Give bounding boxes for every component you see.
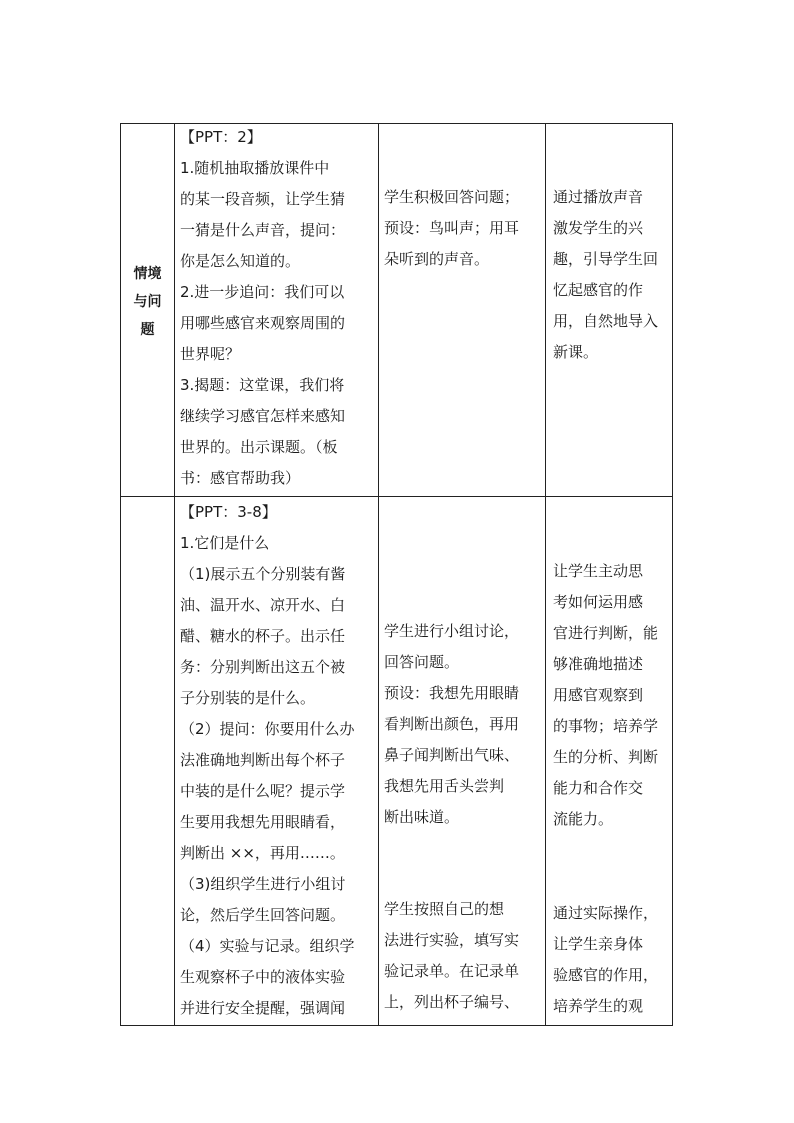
text-line: 用哪些感官来观察周围的 [180, 314, 346, 332]
text-line: （2）提问：你要用什么办 [180, 720, 355, 738]
text-line: 1.随机抽取播放课件中 [180, 159, 330, 177]
text-line: 中装的是什么呢？提示学 [180, 782, 346, 800]
text-line: 让学生主动思 [553, 562, 644, 580]
text-line: 一猜是什么声音，提问： [180, 221, 346, 239]
lesson-table [120, 123, 673, 1026]
text-line: 能力和合作交 [553, 779, 644, 797]
text-line: 1.它们是什么 [180, 534, 270, 552]
text-line: 书：感官帮助我） [180, 469, 301, 487]
text-line: 鼻子闻判断出气味、 [384, 746, 520, 764]
text-line: 的事物；培养学 [553, 717, 659, 735]
design-purpose-cell [553, 182, 673, 372]
text-line: 油、温开水、凉开水、白 [180, 596, 346, 614]
text-line: 忆起感官的作 [553, 281, 644, 299]
text-line: 上，列出杯子编号、 [384, 993, 520, 1011]
text-line: 通过实际操作， [553, 904, 659, 922]
text-line: 务：分别判断出这五个被 [180, 658, 346, 676]
text-line: 学生进行小组讨论， [384, 622, 520, 640]
text-line: 生的分析、判断 [553, 748, 659, 766]
text-line: 【PPT：2】 [180, 128, 262, 146]
text-line: 回答问题。 [384, 653, 460, 671]
text-line: 验记录单。在记录单 [384, 962, 520, 980]
design-purpose-cell [553, 556, 673, 841]
design-purpose-cell [553, 898, 673, 1026]
student-activity-cell [384, 894, 544, 1024]
text-line: 世界的。出示课题。（板 [180, 438, 338, 456]
text-line: （1)展示五个分别装有酱 [180, 565, 346, 583]
text-line: （4）实验与记录。组织学 [180, 937, 355, 955]
text-line: 培养学生的观 [553, 997, 644, 1015]
text-line: 学生积极回答问题； [384, 188, 520, 206]
text-line: 验感官的作用， [553, 966, 659, 984]
text-line: 让学生亲身体 [553, 935, 644, 953]
stage-label-line: 与问 [133, 294, 162, 310]
text-line: 断出味道。 [384, 808, 460, 826]
student-activity-cell [384, 616, 544, 836]
text-line: 我想先用舌头尝判 [384, 777, 505, 795]
text-line: 继续学习感官怎样来感知 [180, 407, 346, 425]
teacher-activity-cell [180, 122, 376, 494]
column-divider [174, 124, 175, 1025]
text-line: 醋、糖水的杯子。出示任 [180, 627, 346, 645]
text-line: 激发学生的兴 [553, 219, 644, 237]
text-line: 世界呢？ [180, 345, 241, 363]
text-line: 生观察杯子中的液体实验 [180, 968, 346, 986]
text-line: 用感官观察到 [553, 686, 644, 704]
text-line: 趣，引导学生回 [553, 250, 659, 268]
student-activity-cell [384, 182, 544, 282]
text-line: 官进行判断，能 [553, 624, 659, 642]
text-line: 流能力。 [553, 810, 614, 828]
text-line: 法准确地判断出每个杯子 [180, 751, 346, 769]
text-line: 法进行实验，填写实 [384, 931, 520, 949]
text-line: 2.进一步追问：我们可以 [180, 283, 345, 301]
text-line: 通过播放声音 [553, 188, 644, 206]
stage-label-line: 题 [140, 322, 155, 338]
column-divider [378, 124, 379, 1025]
text-line: 预设：我想先用眼睛 [384, 684, 520, 702]
text-line: 子分别装的是什么。 [180, 689, 316, 707]
text-line: 够准确地描述 [553, 655, 644, 673]
text-line: 考如何运用感 [553, 593, 644, 611]
stage-label-cell [121, 260, 174, 350]
text-line: 学生按照自己的想 [384, 900, 505, 918]
text-line: 朵听到的声音。 [384, 250, 490, 268]
text-line: 的某一段音频，让学生猜 [180, 190, 346, 208]
text-line: 判断出 ××，再用……。 [180, 844, 345, 862]
text-line: 看判断出颜色，再用 [384, 715, 520, 733]
text-line: 生要用我想先用眼睛看， [180, 813, 346, 831]
text-line: 并进行安全提醒，强调闻 [180, 999, 346, 1017]
text-line: 3.揭题：这堂课，我们将 [180, 376, 345, 394]
text-line: 新课。 [553, 343, 599, 361]
stage-label-line: 情境 [133, 266, 162, 282]
text-line: 你是怎么知道的。 [180, 252, 301, 270]
text-line: 论，然后学生回答问题。 [180, 906, 346, 924]
column-divider [545, 124, 546, 1025]
text-line: 【PPT：3-8】 [180, 503, 277, 521]
text-line: 预设：鸟叫声；用耳 [384, 219, 520, 237]
text-line: 用，自然地导入 [553, 312, 659, 330]
text-line: （3)组织学生进行小组讨 [180, 875, 346, 893]
teacher-activity-cell [180, 497, 376, 1027]
